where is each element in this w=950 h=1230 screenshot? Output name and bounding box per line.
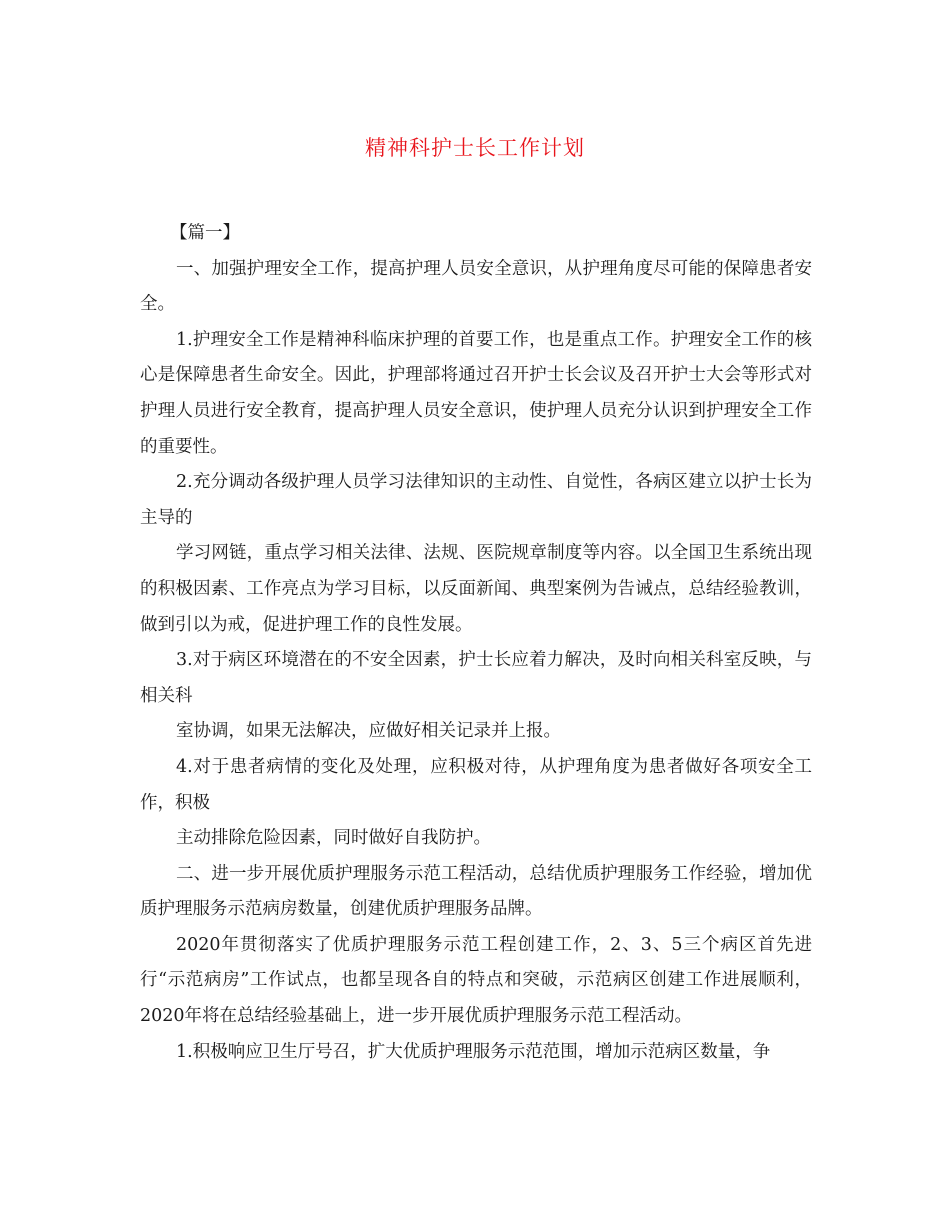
paragraph: 学习网链，重点学习相关法律、法规、医院规章制度等内容。以全国卫生系统出现的积极因素、工作亮点为学习目标，以反面新闻、典型案例为告诫点，总结经验教训，做到引以为戒，促进护理工作的良性发展。 [140,543,812,635]
paragraph: 主动排除危险因素，同时做好自我防护。 [176,828,491,849]
paragraph: 3.对于病区环境潜在的不安全因素，护士长应着力解决，及时向相关科室反映，与相关科 [140,650,812,706]
section-label: 【篇一】 [170,223,240,243]
document-body [140,216,812,1070]
paragraph: 二、进一步开展优质护理服务示范工程活动，总结优质护理服务工作经验，增加优质护理服务示范病房数量，创建优质护理服务品牌。 [140,863,812,920]
paragraph: 1.护理安全工作是精神科临床护理的首要工作，也是重点工作。护理安全工作的核心是保障患者生命安全。因此，护理部将通过召开护士长会议及召开护士大会等形式对护理人员进行安全教育，提高护理人员安全意识，使护理人员充分认识到护理安全工作的重要性。 [140,329,812,457]
paragraph: 2.充分调动各级护理人员学习法律知识的主动性、自觉性，各病区建立以护士长为主导的 [140,472,812,528]
paragraph: 4.对于患者病情的变化及处理，应积极对待，从护理角度为患者做好各项安全工作，积极 [140,756,812,813]
paragraph: 室协调，如果无法解决，应做好相关记录并上报。 [176,721,561,742]
paragraph: 2020年贯彻落实了优质护理服务示范工程创建工作，2、3、5三个病区首先进行“示范病房”工作试点，也都呈现各自的特点和突破，示范病区创建工作进展顺利，2020年将在总结经验基础上，进一步开展优质护理服务示范工程活动。 [140,934,812,1027]
paragraph: 一、加强护理安全工作，提高护理人员安全意识，从护理角度尽可能的保障患者安全。 [140,258,812,315]
page-title: 精神科护士长工作计划 [365,136,585,160]
paragraph: 1.积极响应卫生厅号召，扩大优质护理服务示范范围，增加示范病区数量，争 [176,1041,771,1062]
